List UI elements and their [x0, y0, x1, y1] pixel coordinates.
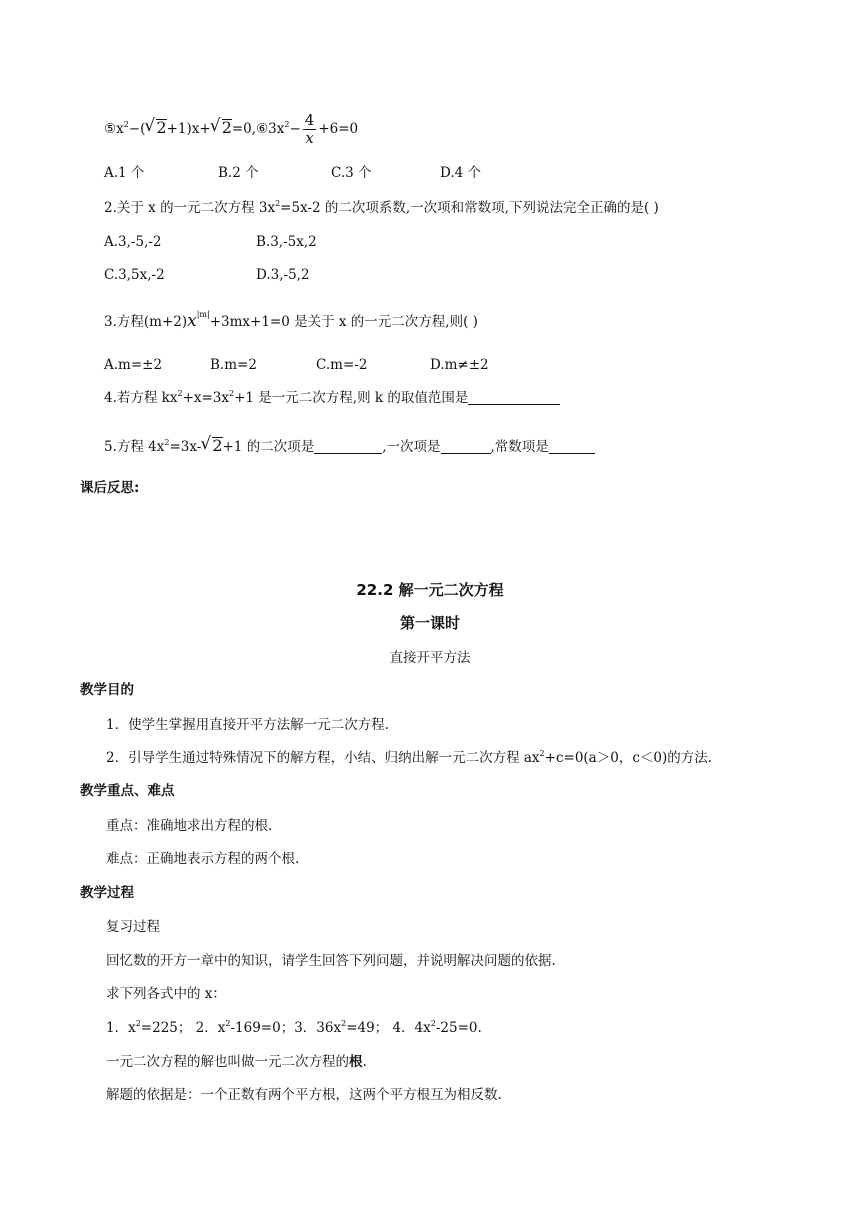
lesson-title: 第一课时: [399, 614, 460, 632]
section-title: 22.2 解一元二次方程: [356, 581, 504, 599]
keypoints-heading: 教学重点、难点: [80, 783, 175, 799]
question-4: 4.若方程 $kx^2+x=3x^2+1$ 是一元二次方程,则 k 的取值范围是: [104, 389, 560, 407]
key-point: 重点：准确地求出方程的根.: [106, 818, 273, 834]
question-3: 3.方程$(m+2)x^{|m|}+3mx+1=0$ 是关于 x 的一元二次方程,则( ): [104, 310, 478, 331]
answer-blank[interactable]: [314, 439, 382, 454]
sqrt-symbol: √ 2: [145, 114, 166, 142]
sqrt-symbol: √ 2: [211, 114, 232, 142]
q3-option-c: C.m=-2: [316, 357, 368, 373]
answer-blank[interactable]: [468, 390, 560, 405]
difficulty: 难点：正确地表示方程的两个根.: [106, 851, 300, 867]
q2-option-d: D.3,-5,2: [256, 267, 310, 283]
recall-text: 回忆数的开方一章中的知识，请学生回答下列问题，并说明解决问题的依据.: [106, 953, 556, 969]
goal-1: 1．使学生掌握用直接开平方法解一元二次方程.: [106, 717, 389, 733]
q3-option-a: A.m=±2: [104, 357, 163, 373]
sqrt-symbol: √ 2: [201, 434, 222, 458]
q2-option-c: C.3,5x,-2: [104, 267, 165, 283]
answer-blank[interactable]: [441, 439, 491, 454]
q1-option-a: A.1 个: [104, 165, 145, 181]
fraction: $\frac{4}{x}$: [304, 111, 315, 147]
root-definition: 一元二次方程的解也叫做一元二次方程的根.: [106, 1054, 367, 1070]
goal-2: 2．引导学生通过特殊情况下的解方程，小结、归纳出解一元二次方程 $ax^2+c=0(a>0$，c＜0)的方法.: [106, 749, 713, 766]
q3-option-b: B.m=2: [210, 357, 257, 373]
answer-blank[interactable]: [549, 439, 595, 454]
equation-line: $⑤x^2-(√$ 2+1)x+√ $2=0,⑥3x^2-$ $\frac{4}{x}$ +6=0: [104, 112, 358, 147]
lesson-subtitle: 直接开平方法: [389, 650, 471, 666]
review-label: 复习过程: [106, 919, 160, 935]
q3-option-d: D.m≠±2: [430, 357, 489, 373]
q1-option-d: D.4 个: [440, 165, 482, 181]
goals-heading: 教学目的: [80, 682, 134, 698]
q1-option-c: C.3 个: [331, 165, 372, 181]
q2-option-a: A.3,-5,-2: [104, 234, 162, 250]
question-2: 2.关于 x 的一元二次方程 $3x^2=5x-2$ 的二次项系数,一次项和常数项,下列说法完全正确的是( ): [104, 199, 659, 216]
reflection-heading: 课后反思:: [80, 480, 140, 496]
process-heading: 教学过程: [80, 885, 134, 901]
question-5: 5.方程 $4x^2=3x-√$ 2+1 的二次项是 ,一次项是 ,常数项是: [104, 434, 595, 459]
basis-text: 解题的依据是：一个正数有两个平方根，这两个平方根互为相反数.: [106, 1087, 502, 1103]
find-x-text: 求下列各式中的 x：: [106, 986, 226, 1002]
q2-option-b: B.3,-5x,2: [256, 234, 317, 250]
q1-option-b: B.2 个: [218, 165, 259, 181]
exercises-line: 1．$x^2=225$； 2．$x^2-169=0$；3．$36x^2=49$； 4．$4x^2-25=0$.: [106, 1019, 482, 1036]
